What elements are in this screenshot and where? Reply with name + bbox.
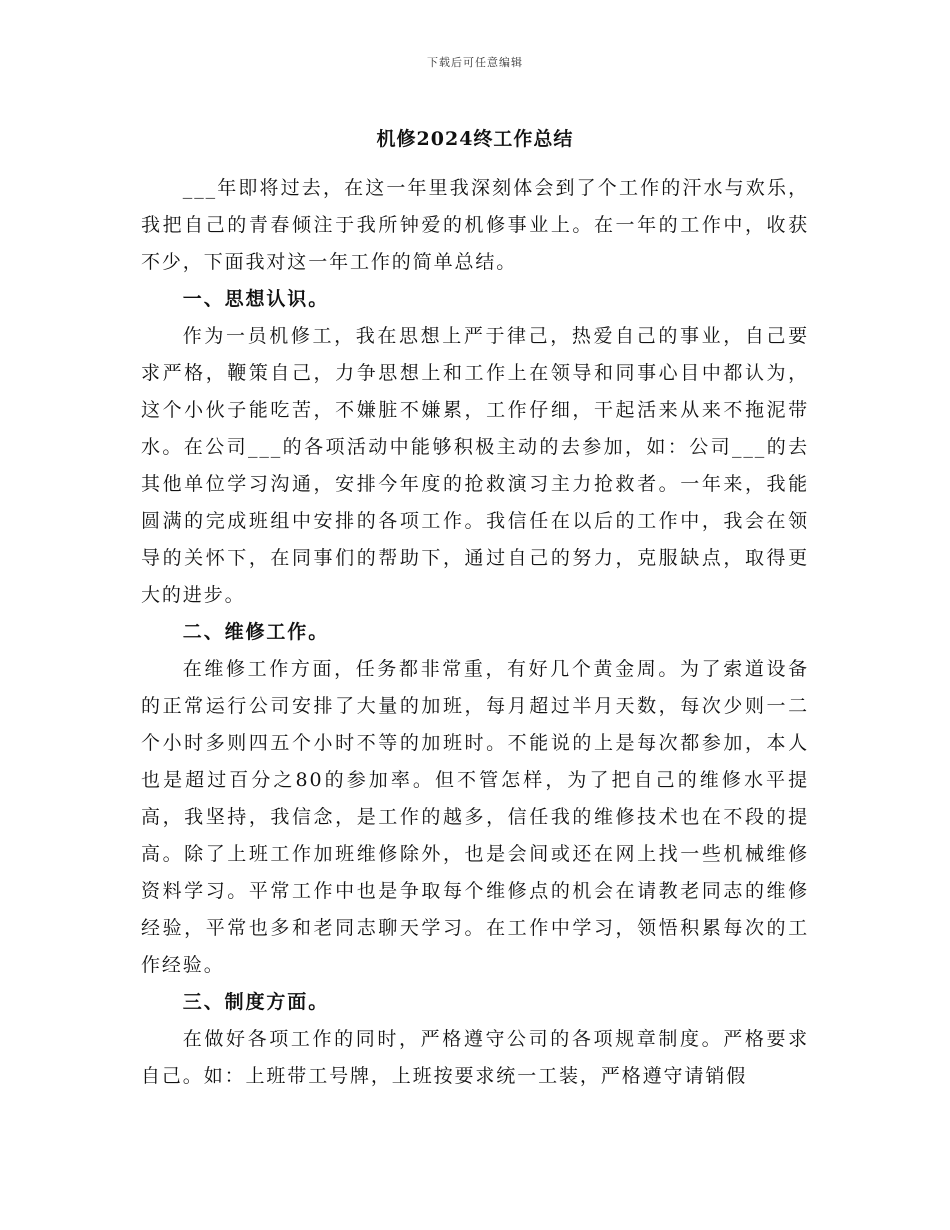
section-paragraph-thoughts: 作为一员机修工，我在思想上严于律己，热爱自己的事业，自己要求严格，鞭策自己，力争思想上和工作上在领导和同事心目中都认为，这个小伙子能吃苦，不嫌脏不嫌累，工作仔细，干起活来从来不拖泥带水。在公司___的各项活动中能够积极主动的去参加，如：公司___的去其他单位学习沟通，安排今年度的抢救演习主力抢救者。一年来，我能圆满的完成班组中安排的各项工作。我信任在以后的工作中，我会在领导的关怀下，在同事们的帮助下，通过自己的努力，克服缺点，取得更大的进步。 (141, 325, 809, 606)
document-body (141, 170, 809, 1095)
page-header-note: 下载后可任意编辑 (427, 56, 523, 69)
intro-paragraph: ___年即将过去，在这一年里我深刻体会到了个工作的汗水与欢乐，我把自己的青春倾注于我所钟爱的机修事业上。在一年的工作中，收获不少，下面我对这一年工作的简单总结。 (141, 177, 809, 273)
section-heading-rules: 三、制度方面。 (182, 991, 330, 1013)
section-paragraph-rules: 在做好各项工作的同时，严格遵守公司的各项规章制度。严格要求自己。如：上班带工号牌，上班按要求统一工装，严格遵守请销假 (141, 1028, 809, 1087)
document-title: 机修2024终工作总结 (376, 128, 574, 150)
section-heading-thoughts: 一、思想认识。 (182, 288, 330, 310)
section-paragraph-maintenance: 在维修工作方面，任务都非常重，有好几个黄金周。为了索道设备的正常运行公司安排了大量的加班，每月超过半月天数，每次少则一二个小时多则四五个小时不等的加班时。不能说的上是每次都参加，本人也是超过百分之80的参加率。但不管怎样，为了把自己的维修水平提高，我坚持，我信念，是工作的越多，信任我的维修技术也在不段的提高。除了上班工作加班维修除外，也是会间或还在网上找一些机械维修资料学习。平常工作中也是争取每个维修点的机会在请教老同志的维修经验，平常也多和老同志聊天学习。在工作中学习，领悟积累每次的工作经验。 (141, 658, 809, 976)
section-heading-maintenance: 二、维修工作。 (182, 621, 330, 643)
